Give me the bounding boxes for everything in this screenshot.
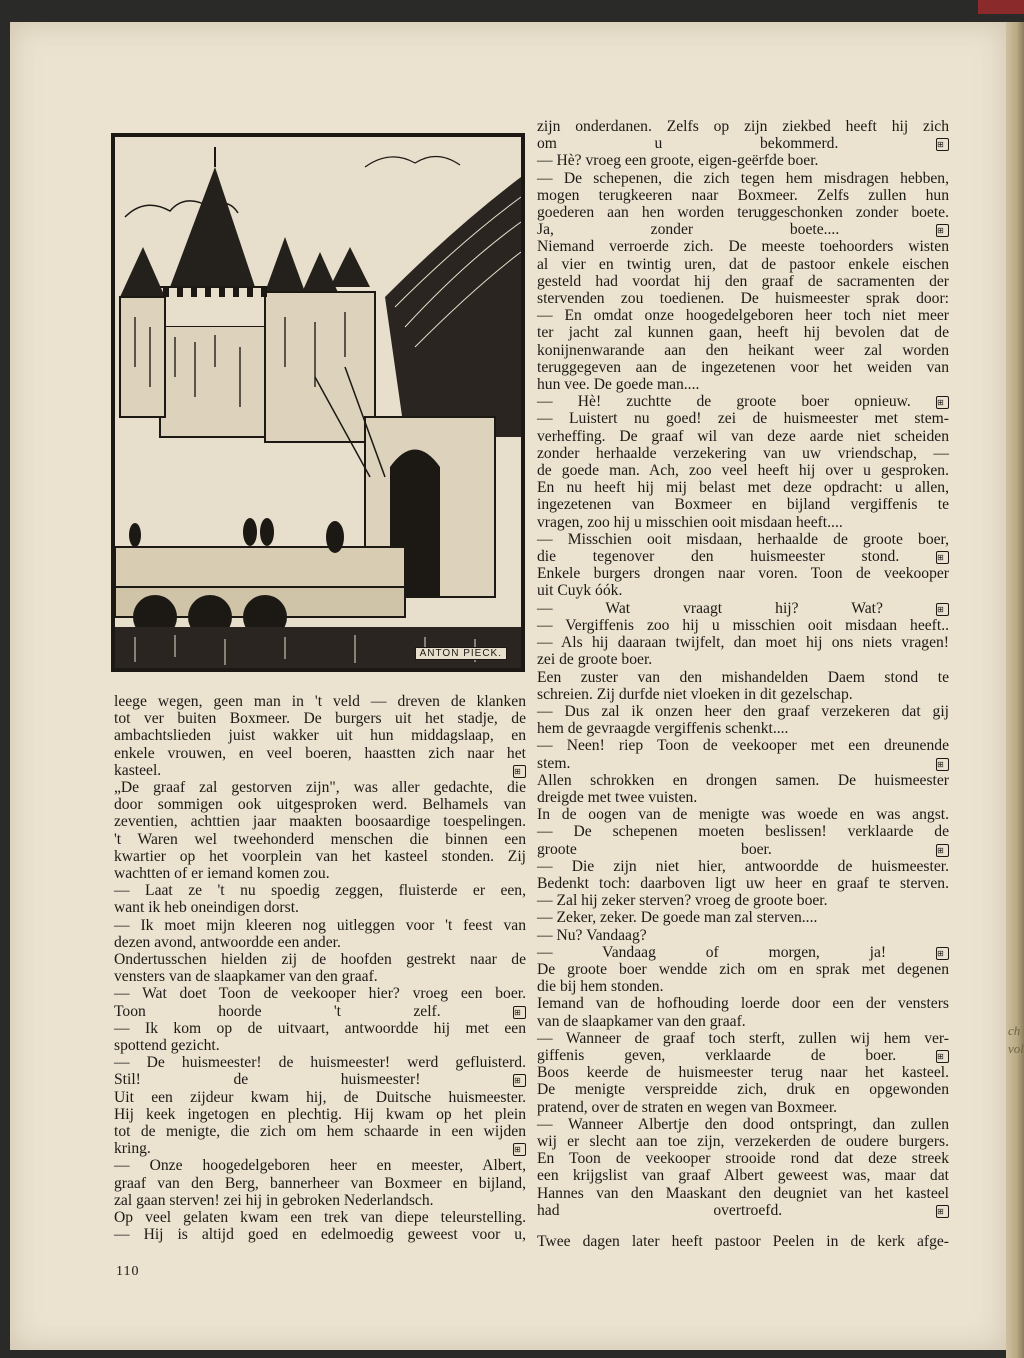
text-line-content: Twee dagen later heeft pastoor Peelen in de kerk afge- [537, 1233, 949, 1250]
text-line [114, 985, 526, 1002]
text-line-content: — Dus zal ik onzen heer den graaf verzekeren dat gij [537, 702, 949, 720]
text-line-content: zonder herhaalde verzekering van uw vriendschap, — [537, 444, 949, 462]
text-line [537, 496, 949, 513]
text-line-content: „De graaf zal gestorven zijn", was aller gedachte, die [114, 779, 526, 797]
text-line-content: tot ver buiten Boxmeer. De burgers uit het stadje, de [114, 710, 526, 728]
text-line-content: In de oogen van de menigte was woede en was angst. [537, 806, 949, 824]
text-line-content: — Zal hij zeker sterven? vroeg de groote boer. [537, 892, 828, 910]
text-line-content: Stil! de huismeester! [114, 1071, 421, 1089]
text-line [537, 1185, 949, 1202]
text-line-content: Ja, zonder boete.... [537, 221, 840, 239]
text-line-content: een krijgslist van graaf Albert geweest was, maar dat [537, 1167, 949, 1185]
text-line-content: ingezetenen van Boxmeer en bijland vergiffenis te [537, 496, 949, 514]
paragraph-gap [537, 1219, 949, 1233]
text-line [537, 152, 949, 169]
text-line [537, 410, 949, 427]
adjacent-page-edge [1006, 22, 1024, 1358]
text-line [537, 1167, 949, 1184]
text-line-content: stem. [537, 754, 571, 772]
text-line [537, 1099, 949, 1116]
text-line-content: — Nu? Vandaag? [537, 926, 647, 944]
text-line [537, 135, 949, 152]
right-text-column [537, 118, 949, 1250]
text-line-content: zei de groote boer. [537, 651, 653, 669]
text-line [537, 1150, 949, 1167]
text-line [537, 204, 949, 221]
text-line [537, 342, 949, 359]
text-line-content: door sommigen ook uitgesproken werd. Belhamels van [114, 796, 526, 814]
text-line-content: giffenis geven, verklaarde de boer. [537, 1046, 897, 1064]
text-line [537, 1064, 949, 1081]
section-mark-icon: ⊞ [936, 224, 949, 237]
text-line [114, 813, 526, 830]
text-line [537, 170, 949, 187]
adjacent-page-bleed-text [1008, 1022, 1024, 1058]
text-line [537, 1081, 949, 1098]
text-line-content: ter jacht zal kunnen gaan, heeft hij bevolen dat de [537, 324, 949, 342]
text-line [114, 1037, 526, 1054]
text-line [537, 634, 949, 651]
text-line-content: tot de menigte, die zich om hem schaarde in een wijden [114, 1123, 526, 1141]
text-line [114, 1123, 526, 1140]
text-line [114, 710, 526, 727]
text-line [537, 307, 949, 324]
text-line [114, 727, 526, 744]
text-line-content: — Hè! zuchtte de groote boer opnieuw. [537, 393, 911, 411]
text-line-content: verheffing. De graaf wil van deze aarde niet scheiden [537, 427, 949, 445]
text-line-content: zijn onderdanen. Zelfs op zijn ziekbed heeft hij zich [537, 118, 949, 135]
text-line [537, 755, 949, 772]
text-line [537, 290, 949, 307]
text-line [114, 1089, 526, 1106]
text-line [114, 762, 526, 779]
text-line-content: — Neen! riep Toon de veekooper met een dreunende [537, 737, 949, 755]
text-line [537, 582, 949, 599]
text-line-content: Iemand van de hofhouding loerde door een der vensters [537, 995, 949, 1013]
text-line [537, 961, 949, 978]
text-line [537, 565, 949, 582]
section-mark-icon: ⊞ [513, 1143, 526, 1156]
text-line-content: dezen avond, antwoordde een ander. [114, 933, 341, 951]
text-line-content: — Als hij daaraan twijfelt, dan moet hij ons niets vragen! [537, 634, 949, 652]
text-line-content: om u bekommerd. [537, 135, 839, 153]
scan-background [0, 0, 1024, 24]
text-line [537, 720, 949, 737]
text-line [114, 934, 526, 951]
text-line [114, 882, 526, 899]
text-line-content: kasteel. [114, 761, 162, 779]
text-line [537, 1013, 949, 1030]
text-line [114, 1054, 526, 1071]
text-line [537, 703, 949, 720]
text-line-content: — Hij is altijd goed en edelmoedig geweest voor u, [114, 1226, 526, 1244]
text-line [537, 479, 949, 496]
bleed-line-2: vol [1008, 1041, 1024, 1056]
text-line-content: hun vee. De goede man.... [537, 376, 700, 394]
text-line [114, 693, 526, 710]
text-line-content: — Ik kom op de uitvaart, antwoordde hij met een [114, 1019, 526, 1037]
text-line-content: enkele vrouwen, en veel boeren, haastten zich naar het [114, 744, 526, 762]
text-line-content: En nu heeft hij mij belast met deze opdracht: u allen, [537, 479, 949, 497]
text-line-content: die tegenover den huismeester stond. [537, 548, 900, 566]
text-line [537, 238, 949, 255]
text-line-content: dreigde met twee vuisten. [537, 788, 698, 806]
page-number: 110 [116, 1264, 140, 1279]
text-line [537, 841, 949, 858]
text-line [114, 899, 526, 916]
text-line [537, 273, 949, 290]
text-line-content: van de slaapkamer van den graaf. [537, 1012, 746, 1030]
text-line-content: pratend, over de straten en wegen van Boxmeer. [537, 1098, 838, 1116]
text-line-content: ambachtslieden juist wakker uit hun middagslaap, en [114, 727, 526, 745]
text-line-content: vragen, zoo hij u misschien ooit misdaan heeft.... [537, 513, 843, 531]
section-mark-icon: ⊞ [513, 765, 526, 778]
text-line-content: De menigte verspreidde zich, druk en opgewonden [537, 1081, 949, 1099]
text-line-content: schreien. Zij durfde niet vloeken in dit gezelschap. [537, 685, 853, 703]
text-line-content: — Vandaag of morgen, ja! [537, 943, 887, 961]
text-line-content: al vier en twintig uren, dat de pastoor enkele eischen [537, 255, 949, 273]
text-line [537, 875, 949, 892]
text-line-content: leege wegen, geen man in 't veld — dreven de klanken [114, 693, 526, 710]
text-line-content: konijnenwarande aan den heikant weer zal worden [537, 341, 949, 359]
text-line [114, 779, 526, 796]
section-mark-icon: ⊞ [936, 138, 949, 151]
text-line-content: groote boer. [537, 840, 772, 858]
text-line-content: — De schepenen moeten beslissen! verklaarde de [537, 823, 949, 841]
text-line-content: Enkele burgers drongen naar voren. Toon de veekooper [537, 565, 949, 583]
section-mark-icon: ⊞ [936, 758, 949, 771]
text-line [537, 927, 949, 944]
text-line-content: goederen aan hen worden teruggeschonken zonder boete. [537, 204, 949, 222]
scan-corner-tab [978, 0, 1024, 14]
text-line [114, 1020, 526, 1037]
text-line-content: — Laat ze 't nu spoedig zeggen, fluisterde er een, [114, 882, 526, 900]
text-line-content: Hannes van den Maaskant den deugniet van het kasteel [537, 1184, 949, 1202]
text-line [537, 651, 949, 668]
text-line [537, 1202, 949, 1219]
text-line-content: Hij keek ingetogen en plechtig. Hij kwam op het plein [114, 1105, 526, 1123]
text-line [537, 772, 949, 789]
text-line-content: spottend gezicht. [114, 1037, 220, 1055]
castle-drawing [115, 137, 521, 668]
text-line-content: — De huismeester! de huismeester! werd gefluisterd. [114, 1054, 526, 1072]
text-line-content: uit Cuyk óók. [537, 582, 623, 600]
text-line [537, 514, 949, 531]
text-line [537, 909, 949, 926]
text-line [114, 745, 526, 762]
text-line [114, 796, 526, 813]
section-mark-icon: ⊞ [936, 551, 949, 564]
text-line-content: wij er slecht aan toe zijn, verzekerden de oudere burgers. [537, 1132, 949, 1150]
text-line [537, 892, 949, 909]
text-line-content: kwartier op het voorplein van het kasteel stonden. Zij [114, 847, 526, 865]
section-mark-icon: ⊞ [513, 1074, 526, 1087]
text-line-content: — Wat vraagt hij? Wat? [537, 599, 883, 617]
text-line-content: vensters van de slaapkamer van den graaf. [114, 968, 378, 986]
text-line [537, 393, 949, 410]
text-line-content: — Wanneer de graaf toch sterft, zullen wij hem ver- [537, 1029, 949, 1047]
text-line-content: — De schepenen, die zich tegen hem misdragen hebben, [537, 169, 949, 187]
text-line [114, 865, 526, 882]
text-line [537, 324, 949, 341]
text-line [537, 1133, 949, 1150]
text-line [114, 1003, 526, 1020]
text-line [537, 1116, 949, 1133]
text-line [537, 858, 949, 875]
text-line [537, 1047, 949, 1064]
text-line-content: — Onze hoogedelgeboren heer en meester, Albert, [114, 1157, 526, 1175]
text-line-content: Bedenkt toch: daarboven ligt uw heer en graaf te sterven. [537, 874, 949, 892]
text-line [537, 686, 949, 703]
text-line-content: — Wanneer Albertje den dood ontspringt, dan zullen [537, 1115, 949, 1133]
text-line [537, 531, 949, 548]
text-line [537, 995, 949, 1012]
text-line [114, 1226, 526, 1243]
text-line [537, 600, 949, 617]
text-line [114, 917, 526, 934]
text-line-content: — Misschien ooit misdaan, herhaalde de groote boer, [537, 530, 949, 548]
text-line [537, 978, 949, 995]
text-line-content: mogen terugkeeren naar Boxmeer. Zelfs zullen hun [537, 186, 949, 204]
text-line [114, 1071, 526, 1088]
text-line [537, 669, 949, 686]
text-line-content: Een zuster van den mishandelden Daem stond te [537, 668, 949, 686]
text-line [537, 118, 949, 135]
text-line [114, 1106, 526, 1123]
text-line-content: die bij hem stonden. [537, 978, 664, 996]
text-line-content: — Vergiffenis zoo hij u misschien ooit misdaan heeft.. [537, 616, 949, 634]
text-line-content: gesteld had voordat hij den graaf de sacramenten der [537, 272, 949, 290]
text-line [114, 1140, 526, 1157]
text-line [114, 1209, 526, 1226]
text-line [537, 445, 949, 462]
artist-signature: ANTON PIECK. [415, 647, 507, 660]
text-line-content: 't Waren wel tweehonderd menschen die binnen een [114, 830, 526, 848]
section-mark-icon: ⊞ [936, 603, 949, 616]
text-line-content: Boos keerde de huismeester terug naar het kasteel. [537, 1064, 949, 1082]
text-line-content: Ondertusschen hielden zij de hoofden gestrekt naar de [114, 951, 526, 969]
text-line-content: Niemand verroerde zich. De meeste toehoorders wisten [537, 238, 949, 256]
text-line [537, 789, 949, 806]
text-line [114, 1192, 526, 1209]
text-line-content: wachtten of er iemand komen zou. [114, 865, 330, 883]
text-line [537, 1233, 949, 1250]
text-line-content: want ik heb oneindigen dorst. [114, 899, 299, 917]
text-line [537, 462, 949, 479]
text-line-content: Uit een zijdeur kwam hij, de Duitsche huismeester. [114, 1088, 526, 1106]
text-line [537, 617, 949, 634]
text-line [537, 944, 949, 961]
text-line [537, 376, 949, 393]
section-mark-icon: ⊞ [936, 1205, 949, 1218]
text-line-content: graaf van den Berg, bannerheer van Boxmeer en bijland, [114, 1174, 526, 1192]
text-line [537, 548, 949, 565]
text-line-content: En Toon de veekooper strooide rond dat deze streek [537, 1150, 949, 1168]
text-line-content: — Wat doet Toon de veekooper hier? vroeg een boer. [114, 985, 526, 1003]
section-mark-icon: ⊞ [936, 1050, 949, 1063]
text-line-content: had overtroefd. [537, 1201, 783, 1219]
left-text-column [114, 693, 526, 1244]
text-line [114, 951, 526, 968]
text-line [537, 221, 949, 238]
section-mark-icon: ⊞ [936, 396, 949, 409]
text-line-content: — Zeker, zeker. De goede man zal sterven.... [537, 909, 818, 927]
text-line [537, 823, 949, 840]
text-line-content: teruggegeven aan de ingezetenen voor het weiden van [537, 358, 949, 376]
text-line [537, 1030, 949, 1047]
castle-illustration [111, 133, 525, 672]
text-line [114, 968, 526, 985]
text-line [537, 428, 949, 445]
text-line-content: Toon hoorde 't zelf. [114, 1002, 441, 1020]
text-line-content: — Die zijn niet hier, antwoordde de huismeester. [537, 857, 949, 875]
text-line-content: De groote boer wendde zich om en sprak met degenen [537, 960, 949, 978]
text-line-content: de goede man. Ach, zoo veel heeft hij over u gesproken. [537, 462, 949, 480]
text-line [114, 1157, 526, 1174]
bleed-line-1: ch [1008, 1023, 1021, 1038]
text-line-content: Allen schrokken en drongen samen. De huismeester [537, 771, 949, 789]
text-line-content: kring. [114, 1140, 151, 1158]
text-line-content: — En omdat onze hoogedelgeboren heer toch niet meer [537, 307, 949, 325]
text-line-content: — Hè? vroeg een groote, eigen-geërfde boer. [537, 152, 819, 170]
text-line [537, 359, 949, 376]
text-line [537, 256, 949, 273]
text-line-content: — Luistert nu goed! zei de huismeester met stem- [537, 410, 949, 428]
text-line-content: zal gaan sterven! zei hij in gebroken Nederlandsch. [114, 1191, 434, 1209]
text-line [114, 831, 526, 848]
text-line-content: Op veel gelaten kwam een trek van diepe teleurstelling. [114, 1209, 526, 1227]
text-line [537, 187, 949, 204]
text-line [537, 806, 949, 823]
text-line-content: zeventien, achttien jaar maakten boosaardige toespelingen. [114, 813, 526, 831]
section-mark-icon: ⊞ [936, 844, 949, 857]
text-line [114, 1175, 526, 1192]
text-line-content: hem de gevraagde vergiffenis schenkt.... [537, 720, 789, 738]
text-line [537, 737, 949, 754]
text-line-content: stervenden zou toedienen. De huismeester sprak door: [537, 290, 949, 308]
text-line-content: — Ik moet mijn kleeren nog uitleggen voor 't feest van [114, 916, 526, 934]
section-mark-icon: ⊞ [513, 1006, 526, 1019]
text-line [114, 848, 526, 865]
section-mark-icon: ⊞ [936, 947, 949, 960]
